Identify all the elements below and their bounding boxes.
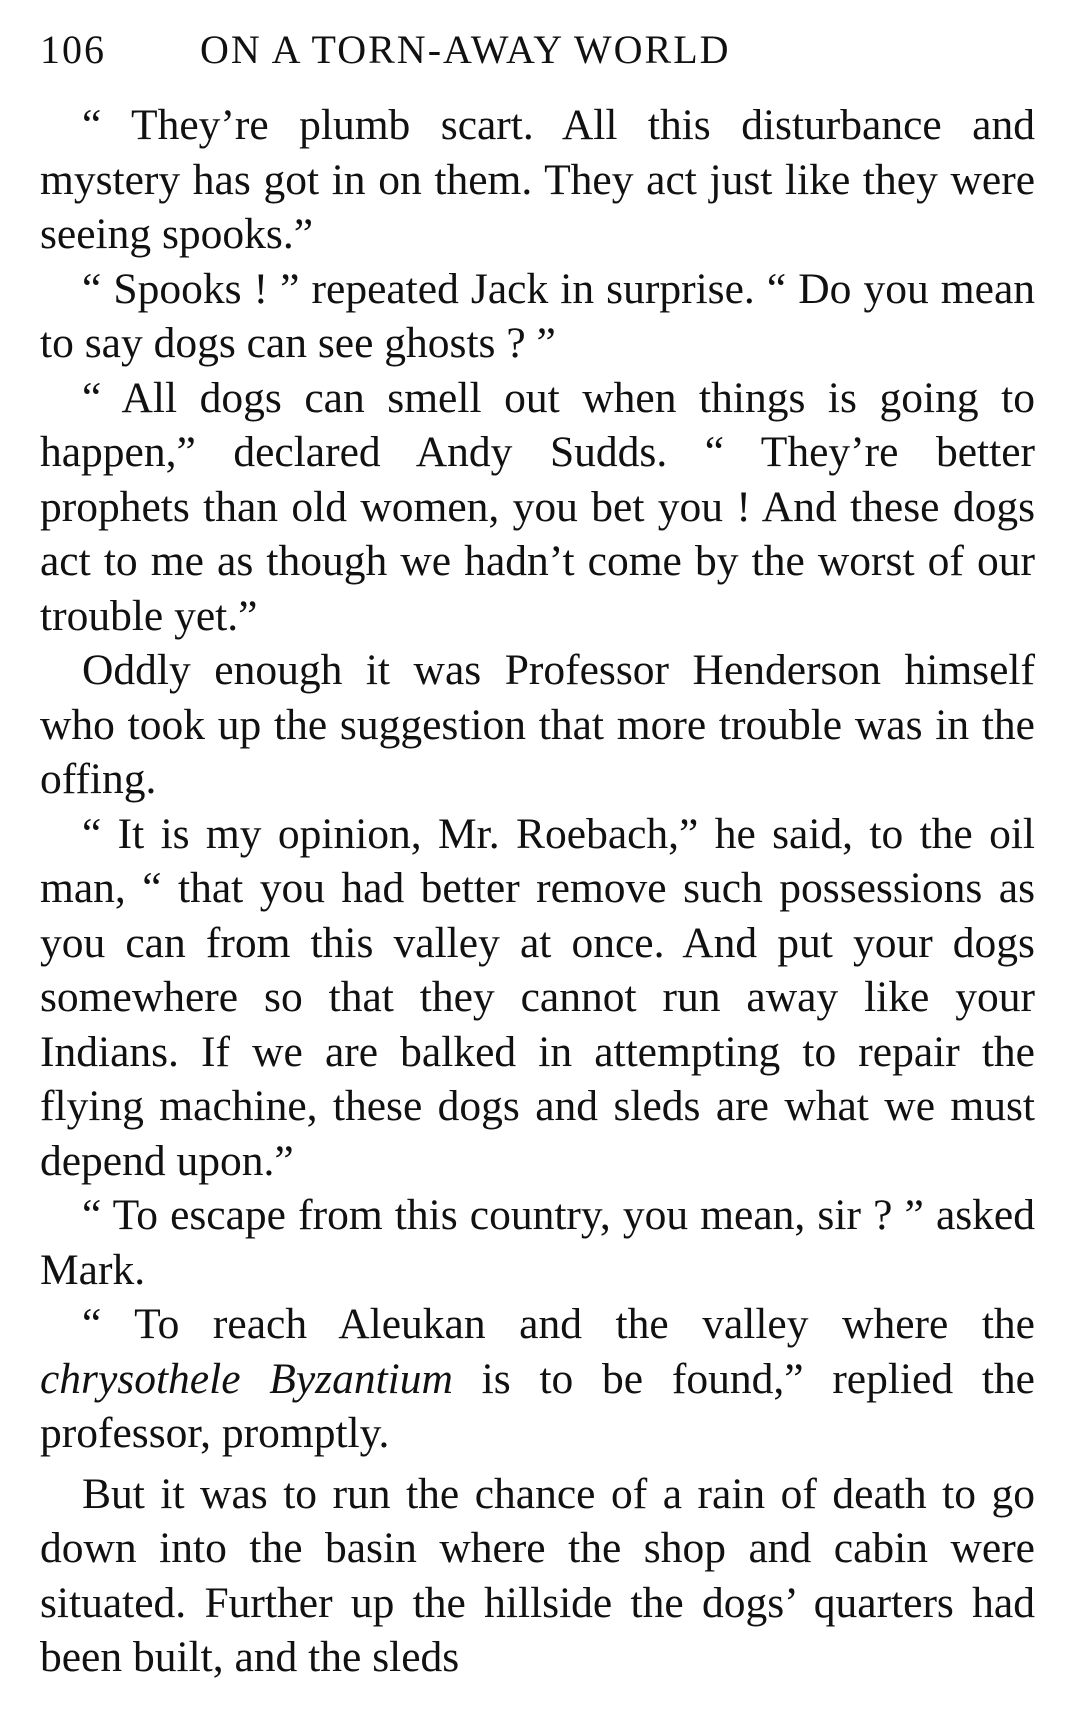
species-name-italic: chrysothele Byzantium <box>40 1354 453 1403</box>
paragraph-1: “ They’re plumb scart. All this disturbance and mystery has got in on them. They act just like they were seeing spooks.” <box>40 101 1035 258</box>
paragraph-7-after: is to be found,” replied the professor, promptly. <box>40 1354 1035 1457</box>
running-head <box>40 20 1040 80</box>
paragraph-7 <box>40 1297 1035 1461</box>
paragraph-5: “ It is my opinion, Mr. Roebach,” he said, to the oil man, “ that you had better remove such possessions as you can from this valley at once. And put your dogs somewhere so that they cannot run away like your Indians. If we are balked in attempting to repair the flying machine, these dogs and sleds are what we must depend upon.” <box>40 809 1035 1185</box>
paragraph-4: Oddly enough it was Professor Henderson himself who took up the suggestion that more trouble was in the offing. <box>40 646 1035 803</box>
page-number: 106 <box>40 27 106 72</box>
body-text <box>40 98 1035 1685</box>
paragraph-2: “ Spooks ! ” repeated Jack in surprise. “ Do you mean to say dogs can see ghosts ? ” <box>40 264 1035 367</box>
paragraph-8: But it was to run the chance of a rain of death to go down into the basin where the shop and cabin were situated. Further up the hillside the dogs’ quarters had been built, and the sleds <box>40 1469 1035 1681</box>
paragraph-6: “ To escape from this country, you mean, sir ? ” asked Mark. <box>40 1191 1035 1294</box>
running-title: ON A TORN-AWAY WORLD <box>200 27 731 72</box>
paragraph-3: “ All dogs can smell out when things is going to happen,” declared Andy Sudds. “ They’re better prophets than old women, you bet you ! And these dogs act to me as though we hadn’t come by the worst of our trouble yet.” <box>40 373 1035 640</box>
paragraph-7-before: “ To reach Aleukan and the valley where the <box>82 1300 1035 1348</box>
